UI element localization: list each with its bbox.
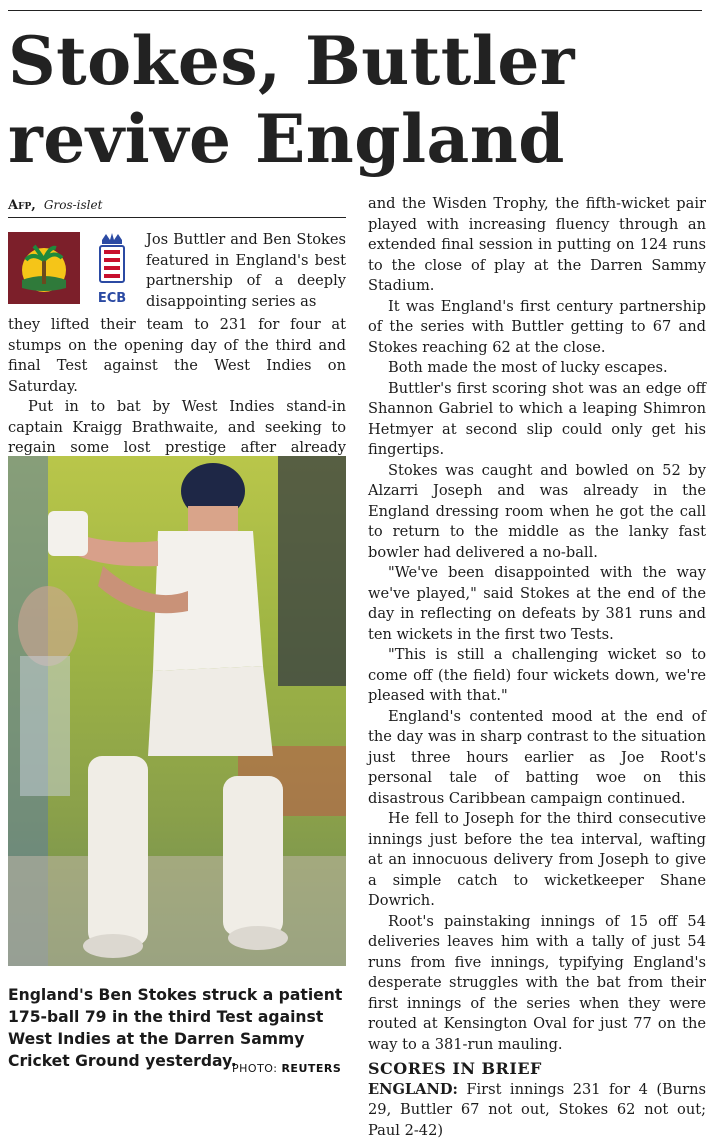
intro-wrapped <box>146 230 346 312</box>
article-paragraph: Root's painstaking innings of 15 off 54 deliveries leaves him with a tally of just 54 runs from five innings, typifying England's desperate struggles with the bat from their first innings of the series when they were routed at Kensington Oval for just 77 on the way to a 381-run mauling. <box>368 912 706 1056</box>
byline-agency: Afp, <box>8 198 36 213</box>
ecb-logo <box>94 232 130 306</box>
byline-place: Gros-islet <box>44 198 103 212</box>
top-rule <box>8 10 702 11</box>
scores-text: First innings 231 for 4 (Burns 29, Buttler 67 not out, Stokes 62 not out; Paul 2-42) <box>368 1081 706 1139</box>
article-paragraph: "We've been disappointed with the way we've played," said Stokes at the end of the day in reflecting on defeats by 381 runs and ten wickets in the first two Tests. <box>368 563 706 645</box>
left-column <box>8 315 346 479</box>
photo-credit-source: REUTERS <box>281 1062 341 1075</box>
headline: Stokes, Buttler revive England <box>8 22 698 178</box>
article-paragraph: Put in to bat by West Indies stand-in captain Kraigg Brathwaite, and seeking to regain some lost prestige after already <box>8 397 346 479</box>
right-column <box>368 194 706 1141</box>
article-paragraph: Both made the most of lucky escapes. <box>368 358 706 379</box>
byline <box>8 198 346 218</box>
intro-paragraph-start: Jos Buttler and Ben Stokes featured in England's best partnership of a deeply disappointing series as <box>146 230 346 312</box>
scores-england <box>368 1080 706 1141</box>
article-paragraph: It was England's first century partnership of the series with Buttler getting to 67 and Stokes reaching 62 at the close. <box>368 297 706 359</box>
intro-paragraph-continued: they lifted their team to 231 for four at stumps on the opening day of the third and final Test against the West Indies on Saturday. <box>8 315 346 397</box>
photo-caption: England's Ben Stokes struck a patient 175-ball 79 in the third Test against West Indies at the Darren Sammy Cricket Ground yesterday. <box>8 984 346 1072</box>
three-lions-crest-icon <box>94 232 130 290</box>
article-paragraph: He fell to Joseph for the third consecutive innings just before the tea interval, wafting at an innocuous delivery from Joseph to give a simple catch to wicketkeeper Shane Dowrich. <box>368 809 706 912</box>
article-paragraph: and the Wisden Trophy, the fifth-wicket pair played with increasing fluency through an extended final session in putting on 124 runs to the close of play at the Darren Sammy Stadium. <box>368 194 706 297</box>
photo-ben-stokes-batting <box>8 456 346 966</box>
scores-team: ENGLAND: <box>368 1081 458 1098</box>
article-paragraph: Buttler's first scoring shot was an edge off Shannon Gabriel to which a leaping Shimron Hetmyer at second slip could only get his fingertips. <box>368 379 706 461</box>
article-paragraph: "This is still a challenging wicket so to come off (the field) four wickets down, we're pleased with that." <box>368 645 706 707</box>
west-indies-logo <box>8 232 80 304</box>
photo-credit-label: PHOTO: <box>232 1062 277 1075</box>
scores-title: SCORES IN BRIEF <box>368 1059 706 1080</box>
palm-tree-icon <box>14 238 74 298</box>
article-paragraph: England's contented mood at the end of the day was in sharp contrast to the situation just three hours earlier as Joe Root's personal tale of batting woe on this disastrous Caribbean campaign continued. <box>368 707 706 810</box>
article-paragraph: Stokes was caught and bowled on 52 by Alzarri Joseph and was already in the England dressing room when he got the call to return to the middle as the lanky fast bowler had delivered a no-ball. <box>368 461 706 564</box>
ecb-wordmark: ECB <box>94 291 130 306</box>
photo-credit <box>232 1062 341 1075</box>
